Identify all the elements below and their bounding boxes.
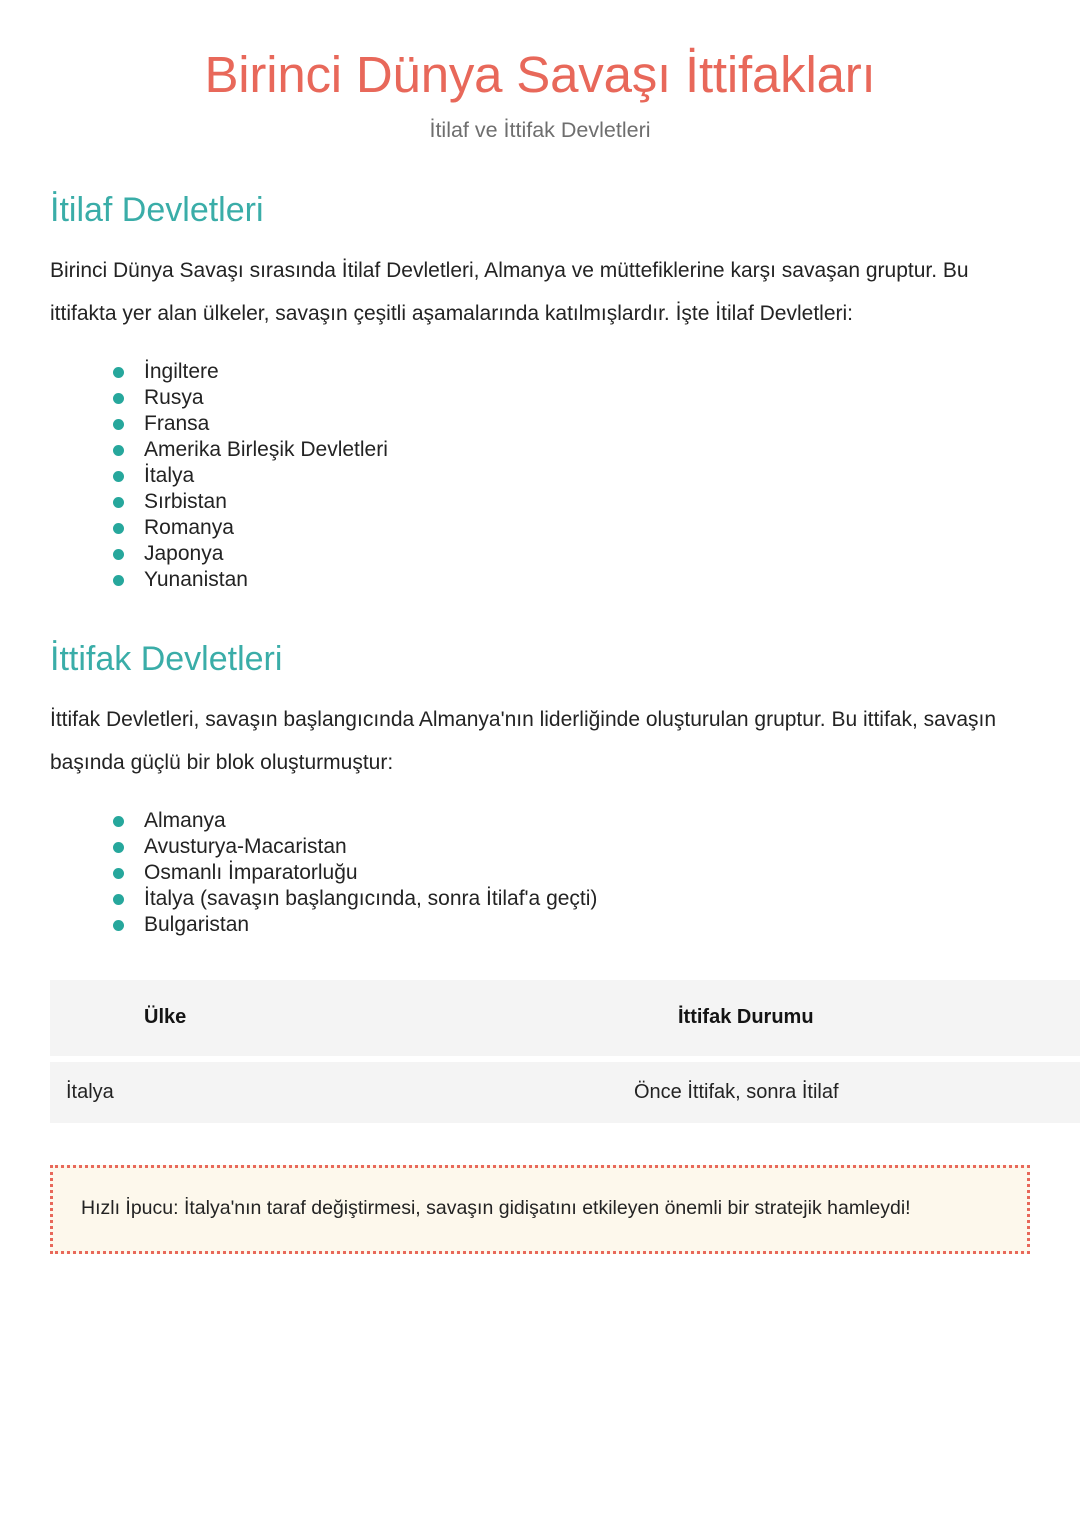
section-paragraph-itilaf: Birinci Dünya Savaşı sırasında İtilaf Devletleri, Almanya ve müttefiklerine karşı savaşan gruptur. Bu ittifakta yer alan ülkeler, savaşın çeşitli aşamalarında katılmışlardır. İşte İtilaf Devletleri: [50,258,969,325]
list-item [113,886,1030,912]
column-header-status: İttifak Durumu [634,980,1080,1056]
list-item-label: Sırbistan [144,489,227,513]
list-ittifak-countries [50,808,1030,938]
list-item-label: Bulgaristan [144,912,250,936]
list-item-label: İngiltere [144,359,219,383]
bullet-dot-icon [113,920,124,931]
bullet-dot-icon [113,367,124,378]
list-item [113,808,1030,834]
document-header [50,0,1030,144]
list-item-label: İtalya [144,463,195,487]
list-item-label: Yunanistan [144,567,248,591]
bullet-dot-icon [113,894,124,905]
bullet-dot-icon [113,523,124,534]
list-item [113,411,1030,437]
list-item-label: Romanya [144,515,234,539]
list-item [113,860,1030,886]
table-header [50,980,1080,1056]
bullet-dot-icon [113,419,124,430]
list-item-label: Almanya [144,808,226,832]
list-item [113,489,1030,515]
bullet-dot-icon [113,842,124,853]
bullet-dot-icon [113,575,124,586]
alliance-status-table [50,974,1080,1129]
page-title: Birinci Dünya Savaşı İttifakları [204,46,876,103]
bullet-dot-icon [113,868,124,879]
list-item [113,359,1030,385]
list-item-label: İtalya (savaşın başlangıcında, sonra İtilaf'a geçti) [144,886,598,910]
bullet-dot-icon [113,816,124,827]
page-subtitle: İtilaf ve İttifak Devletleri [429,118,651,143]
cell-country: İtalya [50,1062,634,1123]
list-item [113,834,1030,860]
bullet-dot-icon [113,445,124,456]
list-item-label: Fransa [144,411,210,435]
bullet-dot-icon [113,497,124,508]
list-item-label: Amerika Birleşik Devletleri [144,437,388,461]
list-item [113,567,1030,593]
list-item [113,437,1030,463]
list-item-label: Japonya [144,541,224,565]
section-heading-itilaf: İtilaf Devletleri [50,190,264,229]
column-header-country: Ülke [50,980,634,1056]
section-paragraph-ittifak: İttifak Devletleri, savaşın başlangıcında Almanya'nın liderliğinde oluşturulan gruptur. Bu ittifak, savaşın başında güçlü bir blok oluşturmuştur: [50,707,997,774]
cell-status: Önce İttifak, sonra İtilaf [634,1062,1080,1123]
list-item [113,912,1030,938]
list-item [113,515,1030,541]
list-itilaf-countries [50,359,1030,593]
list-item [113,385,1030,411]
list-item [113,541,1030,567]
list-item-label: Avusturya-Macaristan [144,834,347,858]
section-heading-ittifak: İttifak Devletleri [50,639,283,678]
table-body [50,1062,1080,1123]
bullet-dot-icon [113,393,124,404]
quick-tip-callout [50,1165,1030,1254]
bullet-dot-icon [113,549,124,560]
list-item-label: Rusya [144,385,204,409]
table-header-row [50,980,1080,1056]
table-row [50,1062,1080,1123]
list-item [113,463,1030,489]
bullet-dot-icon [113,471,124,482]
section-ittifak-devletleri [50,639,1030,938]
quick-tip-text: Hızlı İpucu: İtalya'nın taraf değiştirmesi, savaşın gidişatını etkileyen önemli bir stratejik hamleydi! [81,1196,911,1219]
section-itilaf-devletleri [50,190,1030,593]
list-item-label: Osmanlı İmparatorluğu [144,860,358,884]
